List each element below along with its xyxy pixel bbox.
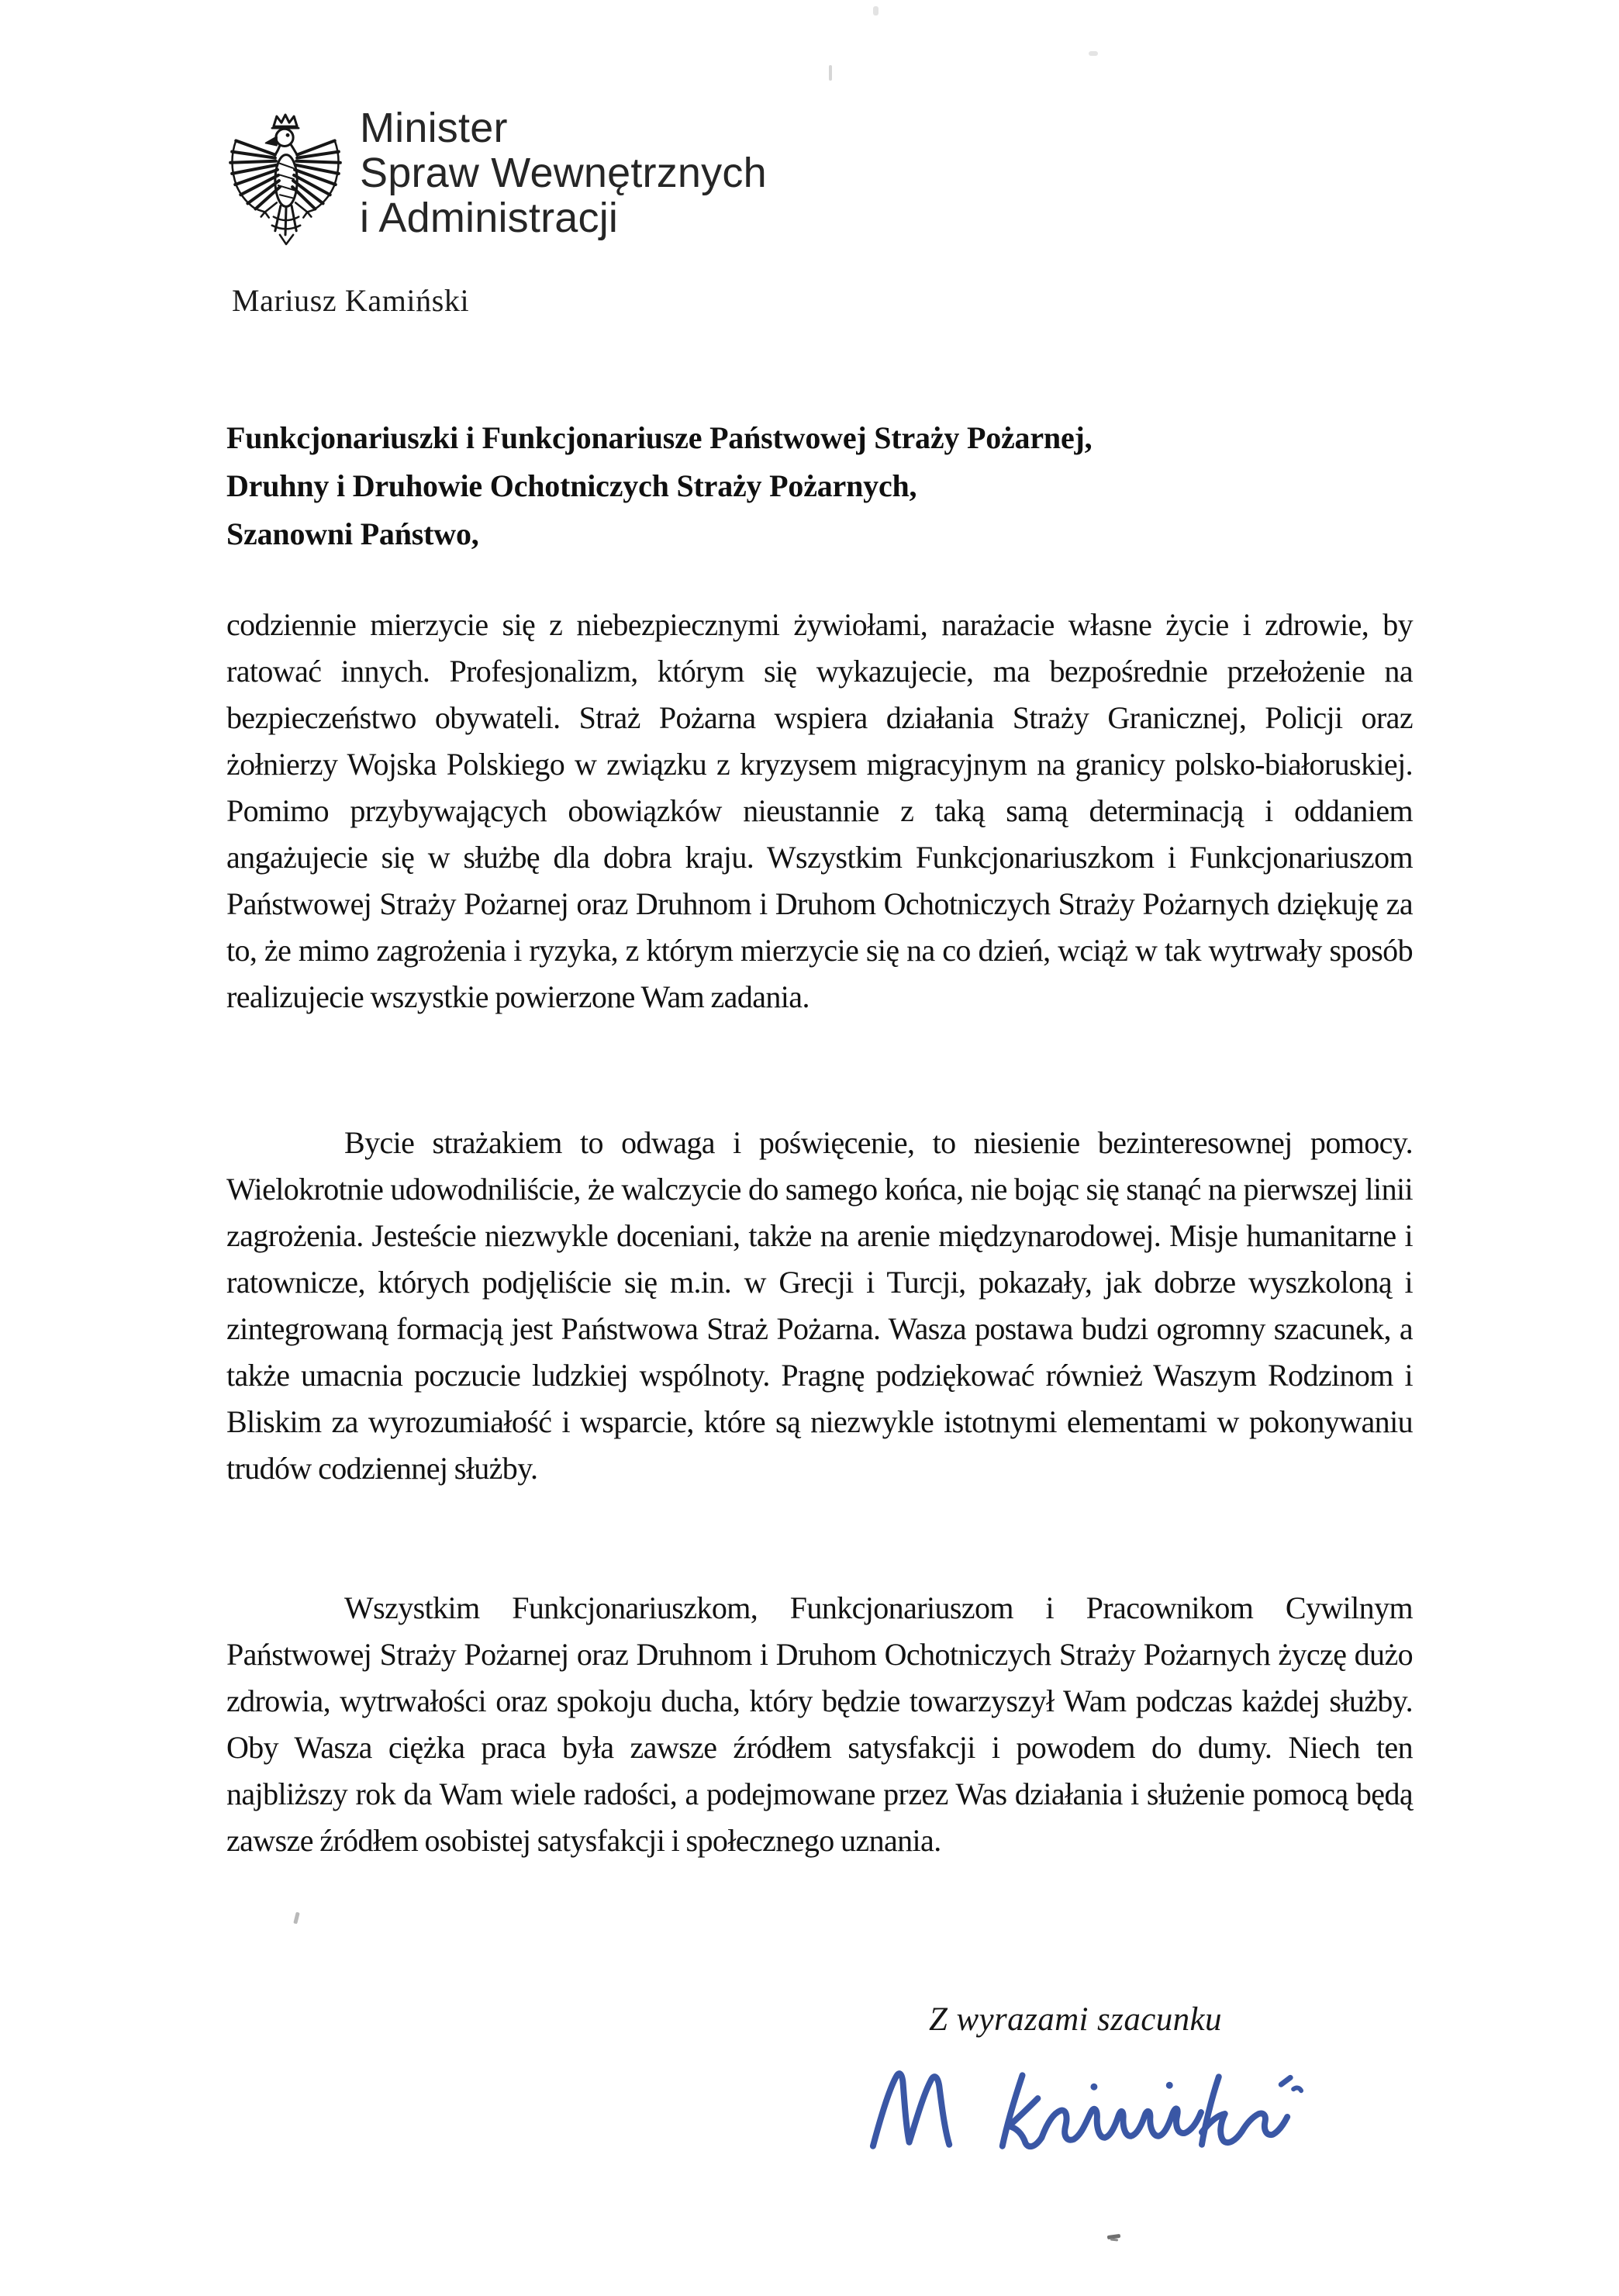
ministry-title-line: Spraw Wewnętrznych [360,150,767,196]
scan-artifact [1107,2234,1121,2239]
scan-artifact [873,6,879,16]
handwritten-signature [862,2066,1309,2162]
salutation-line: Funkcjonariuszki i Funkcjonariusze Państwowej Straży Pożarnej, [226,420,1093,455]
minister-name: Mariusz Kamiński [232,283,470,318]
signature-strokes [873,2073,1301,2146]
scan-artifact [293,1912,299,1925]
polish-eagle-icon [226,113,344,247]
closing-phrase: Z wyrazami szacunku [929,2001,1222,2038]
letter-paragraph: Bycie strażakiem to odwaga i poświęcenie, to niesienie bezinteresownej pomocy. Wielokrotnie udowodniliście, że walczycie do samego końca, nie bojąc się stanąć na pierwszej linii zagrożenia. Jesteście niezwykle doceniani, także na arenie międzynarodowej. Misje humanitarne i ratownicze, których podjęliście się m.in. w Grecji i Turcji, pokazały, jak dobrze wyszkoloną i zintegrowaną formacją jest Państwowa Straż Pożarna. Wasza postawa budzi ogromny szacunek, a także umacnia poczucie ludzkiej wspólnoty. Pragnę podziękować również Waszym Rodzinom i Bliskim za wyrozumiałość i wsparcie, które są niezwykle istotnymi elementami w pokonywaniu trudów codziennej służby. [226,1125,1413,1486]
salutation [226,414,1092,558]
ministry-title [360,105,767,240]
scan-artifact [1110,2238,1118,2241]
scan-artifact [829,65,832,81]
letter-paragraph: codziennie mierzycie się z niebezpiecznymi żywiołami, narażacie własne życie i zdrowie, by ratować innych. Profesjonalizm, którym się wykazujecie, ma bezpośrednie przełożenie na bezpieczeństwo obywateli. Straż Pożarna wspiera działania Straży Granicznej, Policji oraz żołnierzy Wojska Polskiego w związku z kryzysem migracyjnym na granicy polsko-białoruskiej. Pomimo przybywających obowiązków nieustannie z taką samą determinacją i oddaniem angażujecie się w służbę dla dobra kraju. Wszystkim Funkcjonariuszkom i Funkcjonariuszom Państwowej Straży Pożarnej oraz Druhnom i Druhom Ochotniczych Straży Pożarnych dziękuję za to, że mimo zagrożenia i ryzyka, z którym mierzycie się na co dzień, wciąż w tak wytrwały sposób realizujecie wszystkie powierzone Wam zadania. [226,607,1413,1014]
ministry-title-line: i Administracji [360,195,619,241]
salutation-line: Szanowni Państwo, [226,516,479,551]
scan-artifact [1089,51,1098,56]
salutation-line: Druhny i Druhowie Ochotniczych Straży Pożarnych, [226,468,917,503]
letter-paragraph: Wszystkim Funkcjonariuszkom, Funkcjonariuszom i Pracownikom Cywilnym Państwowej Straży Pożarnej oraz Druhnom i Druhom Ochotniczych Straży Pożarnych życzę dużo zdrowia, wytrwałości oraz spokoju ducha, który będzie towarzyszył Wam podczas każdej służby. Oby Wasza ciężka praca była zawsze źródłem satysfakcji i powodem do dumy. Niech ten najbliższy rok da Wam wiele radości, a podejmowane przez Was działania i służenie pomocą będą zawsze źródłem osobistej satysfakcji i społecznego uznania. [226,1590,1413,1858]
ministry-title-line: Minister [360,105,508,151]
